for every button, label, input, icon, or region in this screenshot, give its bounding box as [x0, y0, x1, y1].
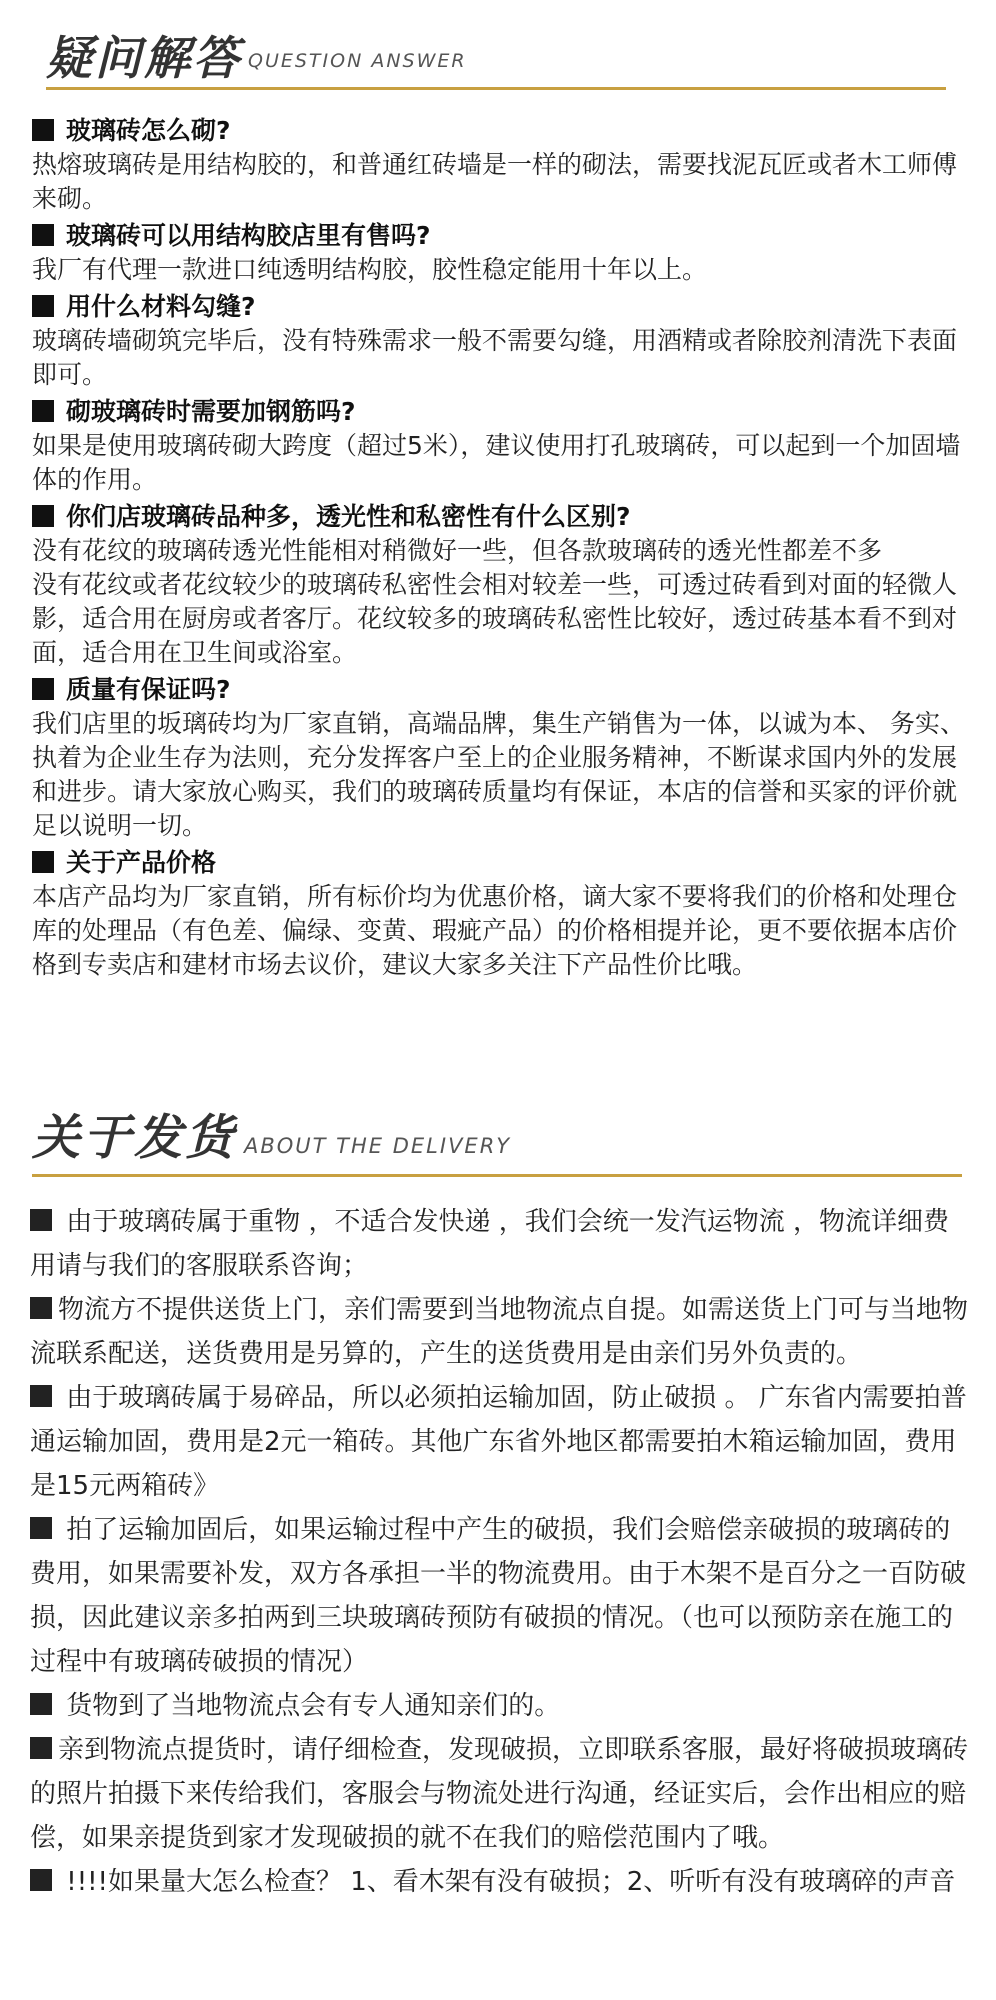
delivery-item-text: 物流方不提供送货上门，亲们需要到当地物流点自提。如需送货上门可与当地物流联系配送，送货费用是另算的，产生的送货费用是由亲们另外负责的。 [30, 1295, 969, 1369]
square-bullet-icon [30, 1869, 52, 1891]
delivery-item [30, 1200, 974, 1288]
square-bullet-icon [30, 1209, 52, 1231]
qa-item [32, 218, 972, 287]
delivery-item [30, 1860, 974, 1904]
qa-question: 质量有保证吗? [66, 675, 231, 704]
qa-item [32, 672, 972, 843]
square-bullet-icon [32, 851, 54, 873]
qa-question: 玻璃砖可以用结构胶店里有售吗? [66, 221, 431, 250]
delivery-item-text: 亲到物流点提货时，请仔细检查，发现破损，立即联系客服，最好将破损玻璃砖的照片拍摄下来传给我们，客服会与物流处进行沟通，经证实后，会作出相应的赔偿，如果亲提货到家才发现破损的就不在我们的赔偿范围内了哦。 [30, 1735, 969, 1853]
delivery-item-text: 由于玻璃砖属于易碎品，所以必须拍运输加固，防止破损 。 广东省内需要拍普通运输加固，费用是2元一箱砖。其他广东省外地区都需要拍木箱运输加固，费用是15元两箱砖》 [30, 1383, 967, 1501]
qa-item [32, 845, 972, 982]
qa-answer: 如果是使用玻璃砖砌大跨度（超过5米），建议使用打孔玻璃砖，可以起到一个加固墙体的作用。 [32, 431, 961, 494]
qa-title-cn: 疑问解答 [46, 31, 242, 85]
square-bullet-icon [32, 400, 54, 422]
square-bullet-icon [32, 678, 54, 700]
delivery-title-cn: 关于发货 [32, 1110, 237, 1166]
qa-question: 用什么材料勾缝? [66, 292, 256, 321]
qa-question: 关于产品价格 [66, 848, 217, 877]
square-bullet-icon [32, 505, 54, 527]
qa-question: 玻璃砖怎么砌? [66, 116, 231, 145]
square-bullet-icon [32, 295, 54, 317]
square-bullet-icon [30, 1737, 52, 1759]
delivery-item-text: 货物到了当地物流点会有专人通知亲们的。 [58, 1691, 561, 1721]
qa-answer: 我们店里的坂璃砖均为厂家直销，高端品牌，集生产销售为一体，以诚为本、 务实、执着为企业生存为法则，充分发挥客户至上的企业服务精神，不断谋求国内外的发展和进步。请大家放心购买，我们的玻璃砖质量均有保证，本店的信誉和买家的评价就足以说明一切。 [32, 709, 965, 840]
square-bullet-icon [30, 1517, 52, 1539]
delivery-item-text: !!!!如果量大怎么检查？ 1、看木架有没有破损；2、听听有没有玻璃碎的声音 [58, 1867, 956, 1897]
square-bullet-icon [30, 1693, 52, 1715]
square-bullet-icon [30, 1297, 52, 1319]
delivery-item [30, 1728, 974, 1860]
delivery-item-text: 拍了运输加固后，如果运输过程中产生的破损，我们会赔偿亲破损的玻璃砖的费用，如果需要补发，双方各承担一半的物流费用。由于木架不是百分之一百防破损，因此建议亲多拍两到三块玻璃砖预防有破损的情况。（也可以预防亲在施工的过程中有玻璃砖破损的情况） [30, 1515, 967, 1677]
qa-question: 砌玻璃砖时需要加钢筋吗? [66, 397, 356, 426]
delivery-item [30, 1288, 974, 1376]
qa-question: 你们店玻璃砖品种多，透光性和私密性有什么区别? [66, 502, 631, 531]
delivery-section-header [32, 1106, 962, 1178]
qa-item [32, 113, 972, 216]
qa-item [32, 394, 972, 497]
square-bullet-icon [32, 119, 54, 141]
delivery-header-rule [32, 1174, 962, 1177]
qa-section-header [46, 28, 946, 90]
delivery-title-en: ABOUT THE DELIVERY [244, 1134, 512, 1158]
qa-list [32, 113, 972, 984]
delivery-item [30, 1684, 974, 1728]
delivery-item-text: 由于玻璃砖属于重物 ，不适合发快递 ，我们会统一发汽运物流 ，物流详细费用请与我们的客服联系咨询； [30, 1207, 950, 1281]
square-bullet-icon [32, 224, 54, 246]
qa-item [32, 499, 972, 670]
qa-answer: 热熔玻璃砖是用结构胶的，和普通红砖墙是一样的砌法，需要找泥瓦匠或者木工师傅来砌。 [32, 150, 958, 213]
qa-answer: 本店产品均为厂家直销，所有标价均为优惠价格，谪大家不要将我们的价格和处理仓库的处理品（有色差、偏绿、变黄、瑕疵产品）的价格相提并论，更不要依据本店价格到专卖店和建材市场去议价，建议大家多关注下产品性价比哦。 [32, 882, 958, 979]
qa-title-en: QUESTION ANSWER [248, 50, 467, 72]
delivery-list [30, 1200, 974, 1904]
qa-header-rule [46, 87, 946, 90]
qa-answer: 玻璃砖墙砌筑完毕后，没有特殊需求一般不需要勾缝，用酒精或者除胶剂清洗下表面即可。 [32, 326, 958, 389]
delivery-item [30, 1376, 974, 1508]
delivery-item [30, 1508, 974, 1684]
square-bullet-icon [30, 1385, 52, 1407]
qa-item [32, 289, 972, 392]
qa-answer: 没有花纹的玻璃砖透光性能相对稍微好一些，但各款玻璃砖的透光性都差不多 没有花纹或者花纹较少的玻璃砖私密性会相对较差一些，可透过砖看到对面的轻微人影，适合用在厨房或者客厅。花纹较多的玻璃砖私密性比较好，透过砖基本看不到对面，适合用在卫生间或浴室。 [32, 536, 958, 667]
qa-answer: 我厂有代理一款进口纯透明结构胶，胶性稳定能用十年以上。 [32, 255, 708, 284]
